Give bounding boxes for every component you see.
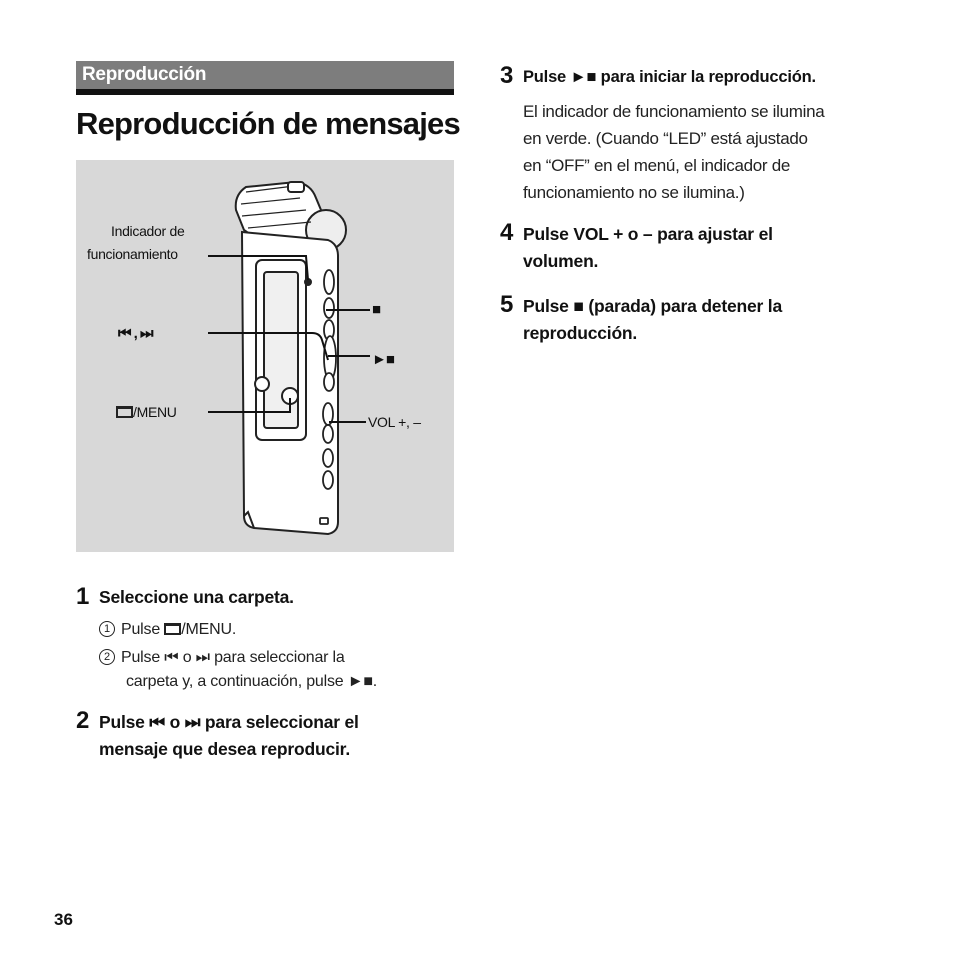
substep-2-mark: 2 xyxy=(99,649,115,665)
device-illustration xyxy=(76,160,454,552)
section-header-bar xyxy=(76,61,454,95)
menu-label-text: /MENU xyxy=(133,404,177,420)
step-4-number: 4 xyxy=(500,219,514,246)
folder-menu-label xyxy=(116,401,177,424)
step-3-body-line4: funcionamiento no se ilumina.) xyxy=(523,183,745,202)
folder-icon xyxy=(116,406,133,418)
volume-label: VOL +, – xyxy=(368,414,421,430)
step-4-line1: Pulse VOL + o – para ajustar el xyxy=(523,224,773,244)
substep-1-post: /MENU. xyxy=(181,621,237,638)
substep-1-mark: 1 xyxy=(99,621,115,637)
step-1-substep-2 xyxy=(99,646,345,670)
step-3-body-line1: El indicador de funcionamiento se ilumina xyxy=(523,102,825,121)
step-3-number: 3 xyxy=(500,62,514,89)
step-4-line2: volumen. xyxy=(523,251,599,271)
folder-icon xyxy=(164,623,181,635)
step-3-body-line2: en verde. (Cuando “LED” está ajustado xyxy=(523,129,808,148)
step-2-line2: mensaje que desea reproducir. xyxy=(99,739,350,759)
indicator-label-line2: funcionamiento xyxy=(87,246,178,262)
stop-button-label: ■ xyxy=(372,301,381,318)
step-5-line2: reproducción. xyxy=(523,323,638,343)
step-5-number: 5 xyxy=(500,291,514,318)
step-5-line1: Pulse ■ (parada) para detener la xyxy=(523,296,782,316)
step-3-title: Pulse ►■ para iniciar la reproducción. xyxy=(523,68,816,86)
step-1-title: Seleccione una carpeta. xyxy=(99,587,294,607)
step-1-substep-1 xyxy=(99,618,236,642)
step-1-number: 1 xyxy=(76,583,90,610)
step-2-number: 2 xyxy=(76,707,90,734)
step-2-line1: Pulse ⏮ o ⏭ para seleccionar el xyxy=(99,712,359,732)
indicator-label-line1: Indicador de xyxy=(111,223,185,239)
step-1-substep-2-line2: carpeta y, a continuación, pulse ►■. xyxy=(126,673,378,690)
page-number: 36 xyxy=(54,910,73,929)
skip-buttons-label: ⏮ , ⏭ xyxy=(118,325,153,342)
substep-1-pre: Pulse xyxy=(121,621,165,638)
page-title: Reproducción de mensajes xyxy=(76,106,460,141)
section-header-label: Reproducción xyxy=(82,64,207,85)
step-3-body-line3: en “OFF” en el menú, el indicador de xyxy=(523,156,791,175)
play-stop-button-label: ►■ xyxy=(372,351,394,368)
substep-2-line1: Pulse ⏮ o ⏭ para seleccionar la xyxy=(121,649,345,666)
recorder-drawing xyxy=(76,160,454,552)
